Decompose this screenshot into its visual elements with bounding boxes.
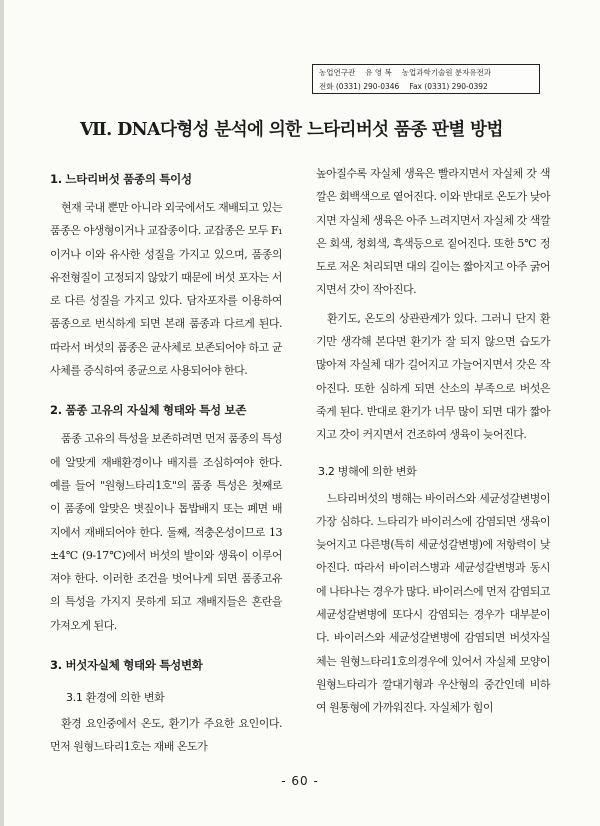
- author-line: [319, 66, 539, 80]
- right-paragraph-2: 환기도, 온도의 상관관계가 있다. 그러니 단지 환기만 생각해 본다면 환기가 잘 되지 않으면 습도가 많아져 자실체 대가 길어지고 가늘어지면서 갓은 작아진다. 또한 심하게 되면 산소의 부족으로 버섯은 죽게 된다. 반대로 환기가 너무 많이 되면 대가 짧아지고 갓이 커지면서 건조하여 생육이 늦어진다.: [316, 311, 550, 442]
- author-dept: 농업과학기술원 분자유전과: [401, 68, 492, 77]
- section-1-paragraph: 현재 국내 뿐만 아니라 외국에서도 재배되고 있는 품종은 야생형이거나 교잡종이다. 교잡종은 모두 F₁이거나 이와 유사한 성질을 가지고 있으며, 품종의 유전형질이 고정되지 않았기 때문에 버섯 포자는 서로 다른 성질을 가지고 있다. 담자포자를 이용하여 품종으로 번식하게 되면 본래 품종과 다르게 된다. 따라서 버섯의 품종은 균사체로 보존되어야 하고 균사체를 증식하여 종균으로 사용되어야 한다.: [50, 201, 282, 378]
- section-2-paragraph: 품종 고유의 특성을 보존하려면 먼저 품종의 특성에 알맞게 재배환경이나 배지를 조심하여야 한다. 예를 들어 "원형느타리1호"의 품종 특성은 첫째로 이 품종에 알맞은 볏짚이나 톱밥배지 또는 폐면 배지에서 재배되어야 한다. 둘째, 적충온성이므로 13±4℃ (9-17℃)에서 버섯의 발이와 생육이 이루어져야 한다. 이러한 조건을 벗어나게 되면 품종고유의 특성을 가지지 못하게 되고 재배지들은 혼란을 가져오게 된다.: [50, 432, 282, 632]
- left-column: [50, 166, 282, 759]
- subsection-3-1-heading: 3.1 환경에 의한 변화: [66, 691, 165, 705]
- chapter-title: Ⅶ. DNA다형성 분석에 의한 느타리버섯 품종 판별 방법: [80, 120, 503, 140]
- author-org: 농업연구관: [319, 68, 356, 77]
- phone-number: 전화 (0331) 290-0346: [319, 82, 400, 91]
- section-1-heading: 1. 느타리버섯 품종의 특이성: [50, 172, 192, 186]
- subsection-3-2-heading: 3.2 병해에 의한 변화: [318, 464, 417, 478]
- contact-line: [319, 80, 539, 94]
- section-2-heading: 2. 품종 고유의 자실체 형태와 특성 보존: [50, 403, 247, 418]
- author-name: 유 영 복: [365, 68, 392, 77]
- section-3-paragraph: 환경 요인중에서 온도, 환기가 주요한 요인이다. 먼저 원형느타리1호는 재배 온도가: [50, 717, 282, 754]
- section-3-heading: 3. 버섯자실체 형태와 특성변화: [50, 658, 203, 673]
- right-paragraph-3: 느타리버섯의 병해는 바이러스와 세균성갈변병이 가장 심하다. 느타리가 바이러스에 감염되면 생육이 늦어지고 다른병(특히 세균성갈변병)에 저항력이 낮아진다. 따라서 바이러스병과 세균성갈변병과 동시에 나타나는 경우가 많다. 바이러스에 먼저 감염되고 세균성갈변병에 또다시 감염되는 경우가 대부분이다. 바이러스와 세균성갈변병에 감염되면 버섯자실체는 원형느타리1호의경우에 있어서 자실체 모양이 원형느타리가 깔대기형과 우산형의 중간인데 비하여 원통형에 가까워진다. 자실체가 힘이: [316, 491, 550, 715]
- right-paragraph-1: 높아질수록 자실체 생육은 빨라지면서 자실체 갓 색깔은 회백색으로 옅어진다. 이와 반대로 온도가 낮아지면 자실체 생육은 아주 느려지면서 자실체 갓 색깔은 회색, 청회색, 흑색등으로 짙어진다. 또한 5℃ 정도로 저온 처리되면 대의 길이는 짧아지고 아주 굵어지면서 갓이 작아진다.: [316, 167, 550, 297]
- author-contact-box: [312, 64, 540, 94]
- page-number: - 60 -: [281, 774, 319, 788]
- fax-number: Fax (0331) 290-0392: [409, 82, 488, 91]
- page-edge-shadow: [0, 0, 4, 826]
- right-column: [316, 162, 550, 720]
